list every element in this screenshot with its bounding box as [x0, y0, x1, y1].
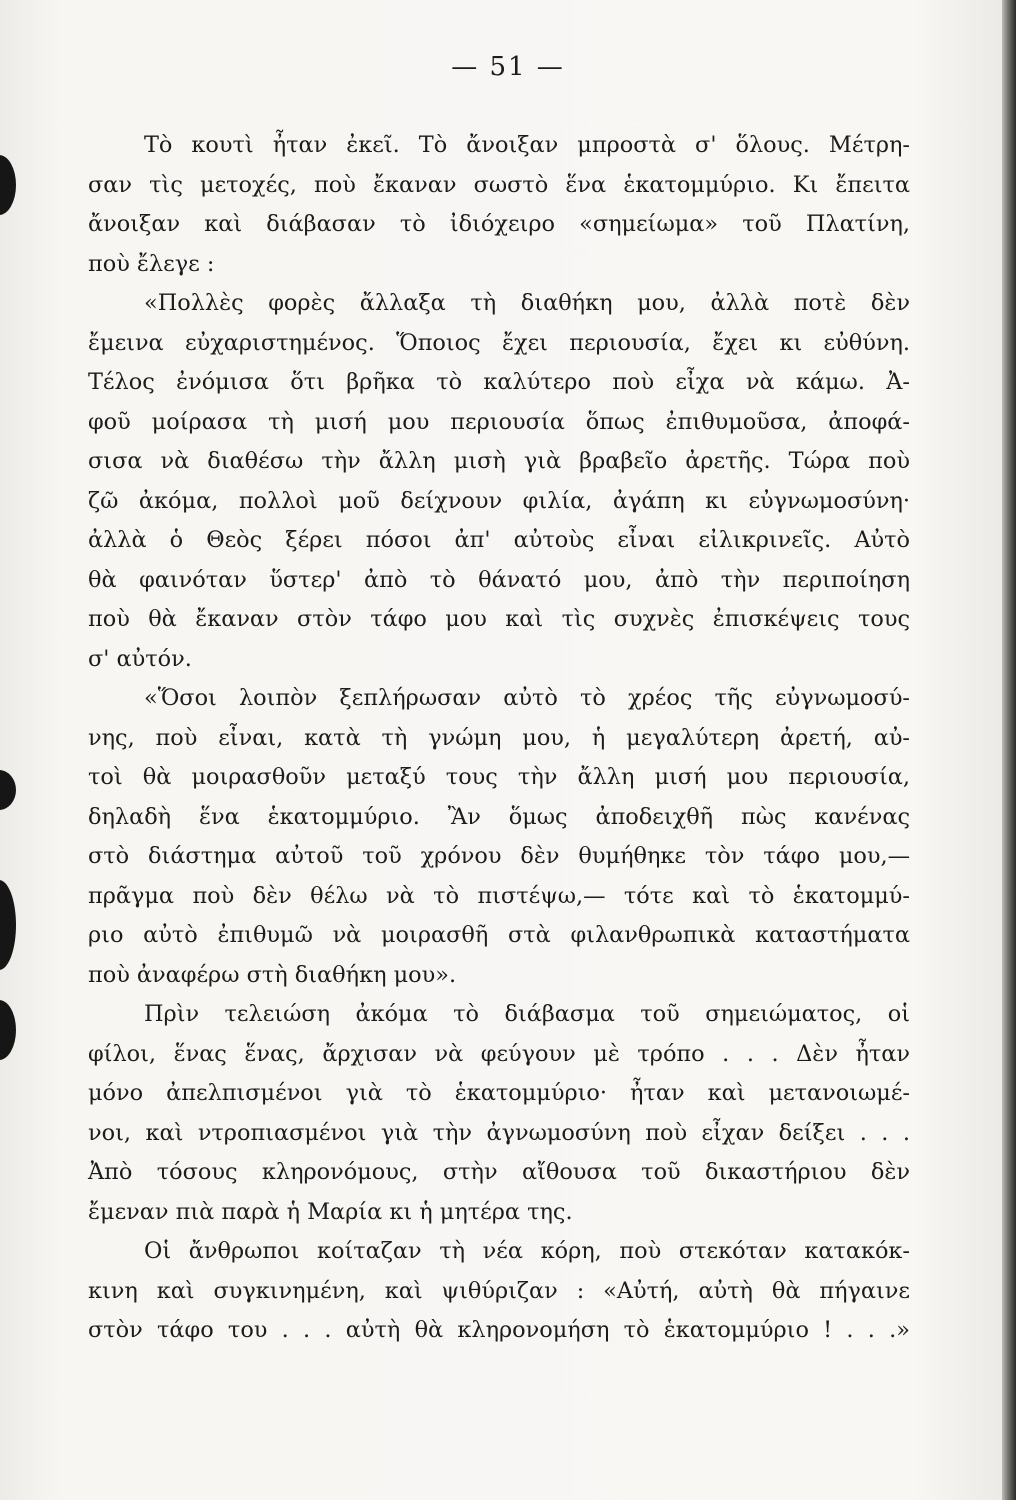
binding-hole — [0, 880, 16, 970]
text-line: κινη καὶ συγκινημένη, καὶ ψιθύριζαν : «Αὐτή, αὐτὴ θὰ πήγαινε — [88, 1277, 910, 1304]
text-line: σ' αὐτόν. — [88, 645, 192, 672]
text-line: ἔμεναν πιὰ παρὰ ἡ Μαρία κι ἡ μητέρα της. — [88, 1198, 573, 1225]
text-line: ριο αὐτὸ ἐπιθυμῶ νὰ μοιρασθῆ στὰ φιλανθρωπικὰ καταστήματα — [88, 922, 910, 948]
text-line: ποὺ θὰ ἔκαναν στὸν τάφο μου καὶ τὶς συχνὲς ἐπισκέψεις τους — [88, 606, 910, 632]
text-line: δηλαδὴ ἕνα ἑκατομμύριο. Ἂν ὅμως ἀποδειχθῆ πὼς κανένας — [88, 803, 910, 830]
text-line: «Πολλὲς φορὲς ἄλλαξα τὴ διαθήκη μου, ἀλλὰ ποτὲ δὲν — [144, 290, 910, 316]
text-line: Ἀπὸ τόσους κληρονόμους, στὴν αἴθουσα τοῦ δικαστήριου δὲν — [88, 1159, 910, 1185]
text-line: ἔμεινα εὐχαριστημένος. Ὅποιος ἔχει περιουσία, ἔχει κι εὐθύνη. — [88, 329, 910, 356]
binding-hole — [0, 770, 16, 810]
text-line: σαν τὶς μετοχές, ποὺ ἔκαναν σωστὸ ἕνα ἑκατομμύριο. Κι ἔπειτα — [88, 171, 910, 198]
text-line: Πρὶν τελειώση ἀκόμα τὸ διάβασμα τοῦ σημειώματος, οἱ — [144, 1001, 910, 1027]
text-line: νης, ποὺ εἶναι, κατὰ τὴ γνώμη μου, ἡ μεγαλύτερη ἀρετή, αὐ- — [88, 724, 910, 751]
text-line: στὸ διάστημα αὐτοῦ τοῦ χρόνου δὲν θυμήθηκε τὸν τάφο μου,— — [88, 843, 910, 869]
text-line: νοι, καὶ ντροπιασμένοι γιὰ τὴν ἀγνωμοσύνη ποὺ εἶχαν δείξει . . . — [88, 1119, 910, 1146]
text-line: ζῶ ἀκόμα, πολλοὶ μοῦ δείχνουν φιλία, ἀγάπη κι εὐγνωμοσύνη· — [88, 487, 910, 514]
text-line: θὰ φαινόταν ὕστερ' ἀπὸ τὸ θάνατό μου, ἀπὸ τὴν περιποίηση — [88, 566, 910, 593]
text-line: φίλοι, ἕνας ἕνας, ἄρχισαν νὰ φεύγουν μὲ τρόπο . . . Δὲν ἦταν — [88, 1040, 910, 1067]
body-text — [88, 126, 910, 1351]
page-number: — 51 — — [451, 52, 565, 82]
text-line: ποὺ ἀναφέρω στὴ διαθήκη μου». — [88, 961, 457, 988]
text-line: φοῦ μοίρασα τὴ μισή μου περιουσία ὅπως ἐπιθυμοῦσα, ἀποφά- — [88, 408, 910, 435]
text-line: στὸν τάφο του . . . αὐτὴ θὰ κληρονομήση τὸ ἑκατομμύριο ! . . .» — [88, 1317, 910, 1343]
text-line: Τέλος ἐνόμισα ὅτι βρῆκα τὸ καλύτερο ποὺ εἶχα νὰ κάμω. Ἀ- — [88, 369, 910, 395]
text-line: σισα νὰ διαθέσω τὴν ἄλλη μισὴ γιὰ βραβεῖο ἀρετῆς. Τώρα ποὺ — [88, 448, 910, 474]
text-line: Οἱ ἄνθρωποι κοίταζαν τὴ νέα κόρη, ποὺ στεκόταν κατακόκ- — [144, 1238, 910, 1264]
text-line: ἀλλὰ ὁ Θεὸς ξέρει πόσοι ἀπ' αὐτοὺς εἶναι εἰλικρινεῖς. Αὐτὸ — [88, 527, 910, 553]
text-line: μόνο ἀπελπισμένοι γιὰ τὸ ἑκατομμύριο· ἦταν καὶ μετανοιωμέ- — [88, 1080, 910, 1106]
text-line: «Ὅσοι λοιπὸν ξεπλήρωσαν αὐτὸ τὸ χρέος τῆς εὐγνωμοσύ- — [144, 685, 910, 711]
text-line: ἄνοιξαν καὶ διάβασαν τὸ ἰδιόχειρο «σημείωμα» τοῦ Πλατίνη, — [88, 211, 910, 237]
binding-hole — [0, 1000, 16, 1060]
text-line: τοὶ θὰ μοιρασθοῦν μεταξύ τους τὴν ἄλλη μισή μου περιουσία, — [88, 764, 910, 790]
page-edge-shadow — [1002, 0, 1016, 1500]
binding-hole — [0, 155, 16, 215]
text-line: ποὺ ἔλεγε : — [88, 250, 215, 277]
text-line: Τὸ κουτὶ ἦταν ἐκεῖ. Τὸ ἄνοιξαν μπροστὰ σ' ὅλους. Μέτρη- — [144, 132, 910, 158]
text-line: πρᾶγμα ποὺ δὲν θέλω νὰ τὸ πιστέψω,— τότε καὶ τὸ ἑκατομμύ- — [88, 882, 910, 909]
